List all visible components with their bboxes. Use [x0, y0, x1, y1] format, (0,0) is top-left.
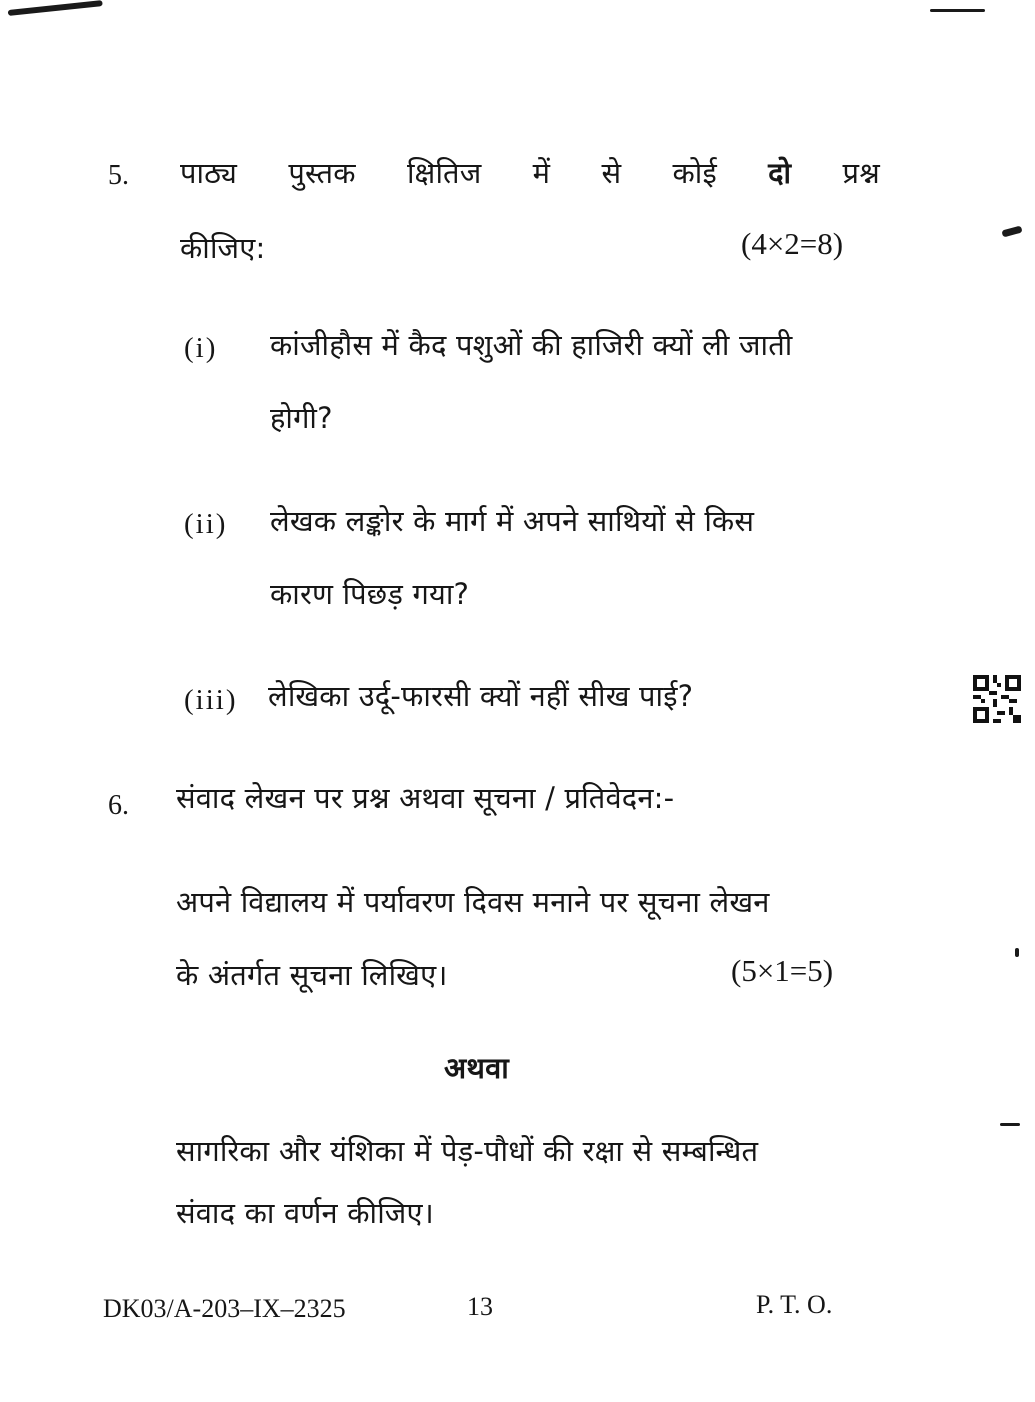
q6-marks: (5×1=5): [731, 953, 834, 988]
q6-task-line2: के अंतर्गत सूचना लिखिए।: [176, 958, 448, 992]
q5-word-emphasis: दो: [768, 156, 792, 190]
q5-sub-label: (iii): [184, 684, 238, 716]
paper-code: DK03/A-203–IX–2325: [103, 1294, 346, 1323]
page-number: 13: [467, 1292, 493, 1321]
q5-number: 5.: [108, 160, 129, 191]
q5-word: पाठ्य: [180, 156, 238, 190]
q5-sub-label: (i): [184, 332, 218, 364]
scan-mark-right-1: [1001, 226, 1022, 238]
q5-word: में: [532, 156, 551, 190]
qr-code-icon: [973, 675, 1021, 723]
q5-sub-label: (ii): [184, 508, 228, 540]
q5-word: पुस्तक: [288, 156, 356, 190]
q5-line1: [180, 153, 880, 192]
q5-word: क्षितिज: [406, 156, 482, 190]
q5-sub-text: लेखक लङ्कोर के मार्ग में अपने साथियों से किस: [270, 504, 755, 538]
q5-sub-text-cont: कारण पिछड़ गया?: [270, 577, 470, 611]
q5-word: कोई: [672, 156, 717, 190]
q6-or-label: अथवा: [444, 1051, 509, 1085]
q5-word: प्रश्न: [842, 156, 880, 190]
scan-mark-top-left: [8, 0, 103, 16]
q6-heading: संवाद लेखन पर प्रश्न अथवा सूचना / प्रतिवेदन:-: [176, 781, 675, 815]
q6-task-line1: अपने विद्यालय में पर्यावरण दिवस मनाने पर सूचना लेखन: [176, 885, 770, 919]
scan-mark-top-right: [930, 9, 985, 12]
q5-sub-text: कांजीहौस में कैद पशुओं की हाजिरी क्यों ली जाती: [270, 328, 793, 362]
scan-mark-right-2: [1015, 948, 1019, 957]
q6-number: 6.: [108, 790, 129, 821]
pto-label: P. T. O.: [756, 1290, 833, 1319]
q5-word: से: [601, 156, 622, 190]
q6-alt-line1: सागरिका और यंशिका में पेड़-पौधों की रक्षा से सम्बन्धित: [176, 1134, 759, 1168]
q5-marks: (4×2=8): [741, 226, 844, 261]
q5-line2: कीजिए:: [180, 231, 266, 265]
q5-sub-text-cont: होगी?: [270, 401, 333, 435]
scan-mark-right-3: [1000, 1123, 1020, 1126]
q6-alt-line2: संवाद का वर्णन कीजिए।: [176, 1196, 434, 1230]
q5-sub-text: लेखिका उर्दू-फारसी क्यों नहीं सीख पाई?: [268, 679, 694, 713]
